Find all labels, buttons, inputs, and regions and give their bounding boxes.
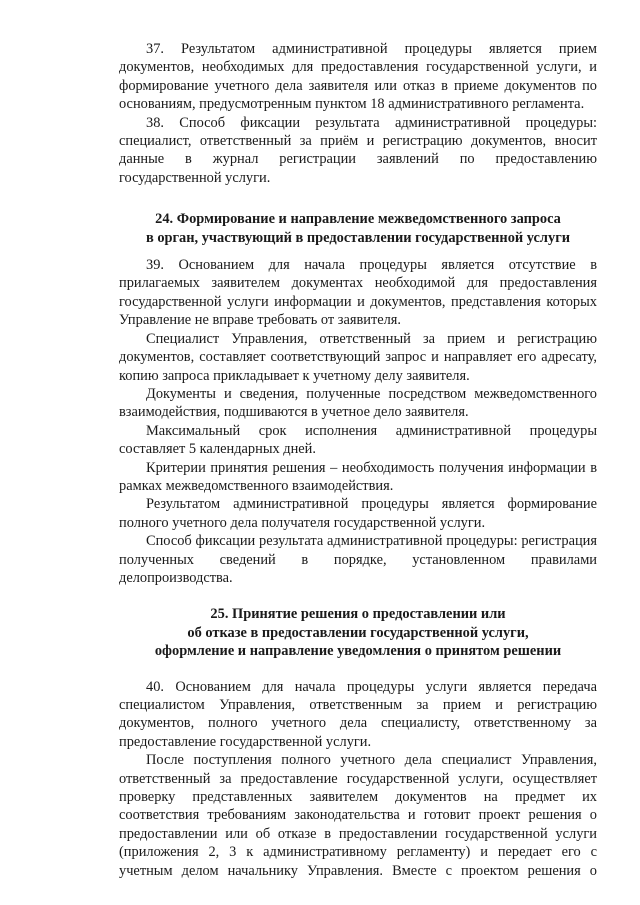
- paragraph-39: 39. Основанием для начала процедуры является отсутствие в прилагаемых заявителем документах необходимой для предоставления государственной услуги информации и документов, представления которых Управление не вправе требовать от заявителя.: [119, 257, 597, 329]
- paragraph-38: 38. Способ фиксации результата административной процедуры: специалист, ответственный за приём и регистрацию документов, вносит данные в журнал регистрации заявлений по предоставлению государственной услуги.: [119, 114, 597, 186]
- section-24-heading: [119, 210, 597, 247]
- paragraph-40: 40. Основанием для начала процедуры услуги является передача специалистом Управления, ответственным за прием и регистрацию документов, полного учетного дела специалисту, ответственному за предоставление государственной услуги.: [119, 678, 597, 750]
- paragraph-after-receipt: После поступления полного учетного дела специалист Управления, ответственный за предоставление государственной услуги, осуществляет проверку представленных заявителем документов на предмет их соответствия требованиям законодательства и готовит проект решения о предоставлении или об отказе в предоставлении государственной услуги (приложения 2, 3 к административному регламенту) и передает его с учетным делом начальнику Управления. Вместе с проектом решения о: [119, 752, 597, 879]
- paragraph-max-term: Максимальный срок исполнения административной процедуры составляет 5 календарных дней.: [119, 422, 597, 458]
- section-25-heading-line-1: 25. Принятие решения о предоставлении или: [210, 606, 506, 623]
- section-24-heading-line-1: 24. Формирование и направление межведомственного запроса: [155, 211, 561, 228]
- paragraph-decision-criteria: Критерии принятия решения – необходимость получения информации в рамках межведомственного взаимодействия.: [119, 459, 597, 494]
- section-25-heading: [119, 605, 597, 660]
- paragraph-documents-attached: Документы и сведения, полученные посредством межведомственного взаимодействия, подшиваются в учетное дело заявителя.: [119, 385, 597, 421]
- paragraph-result: Результатом административной процедуры является формирование полного учетного дела получателя государственной услуги.: [119, 496, 597, 531]
- document-page: [119, 40, 597, 880]
- section-24-heading-line-2: в орган, участвующий в предоставлении государственной услуги: [145, 229, 571, 246]
- paragraph-fixation-method: Способ фиксации результата административной процедуры: регистрация полученных сведений в порядке, установленном правилами делопроизводства.: [119, 533, 597, 586]
- paragraph-37: 37. Результатом административной процедуры является прием документов, необходимых для предоставления государственной услуги, и формирование учетного дела заявителя или отказ в приеме документов по основаниям, предусмотренным пунктом 18 административного регламента.: [119, 41, 597, 113]
- paragraph-specialist-request: Специалист Управления, ответственный за прием и регистрацию документов, составляет соответствующий запрос и направляет его адресату, копию запроса прикладывает к учетному делу заявителя.: [119, 330, 597, 384]
- section-25-heading-line-2: об отказе в предоставлении государственной услуги,: [187, 624, 529, 641]
- section-25-heading-line-3: оформление и направление уведомления о принятом решении: [154, 643, 562, 660]
